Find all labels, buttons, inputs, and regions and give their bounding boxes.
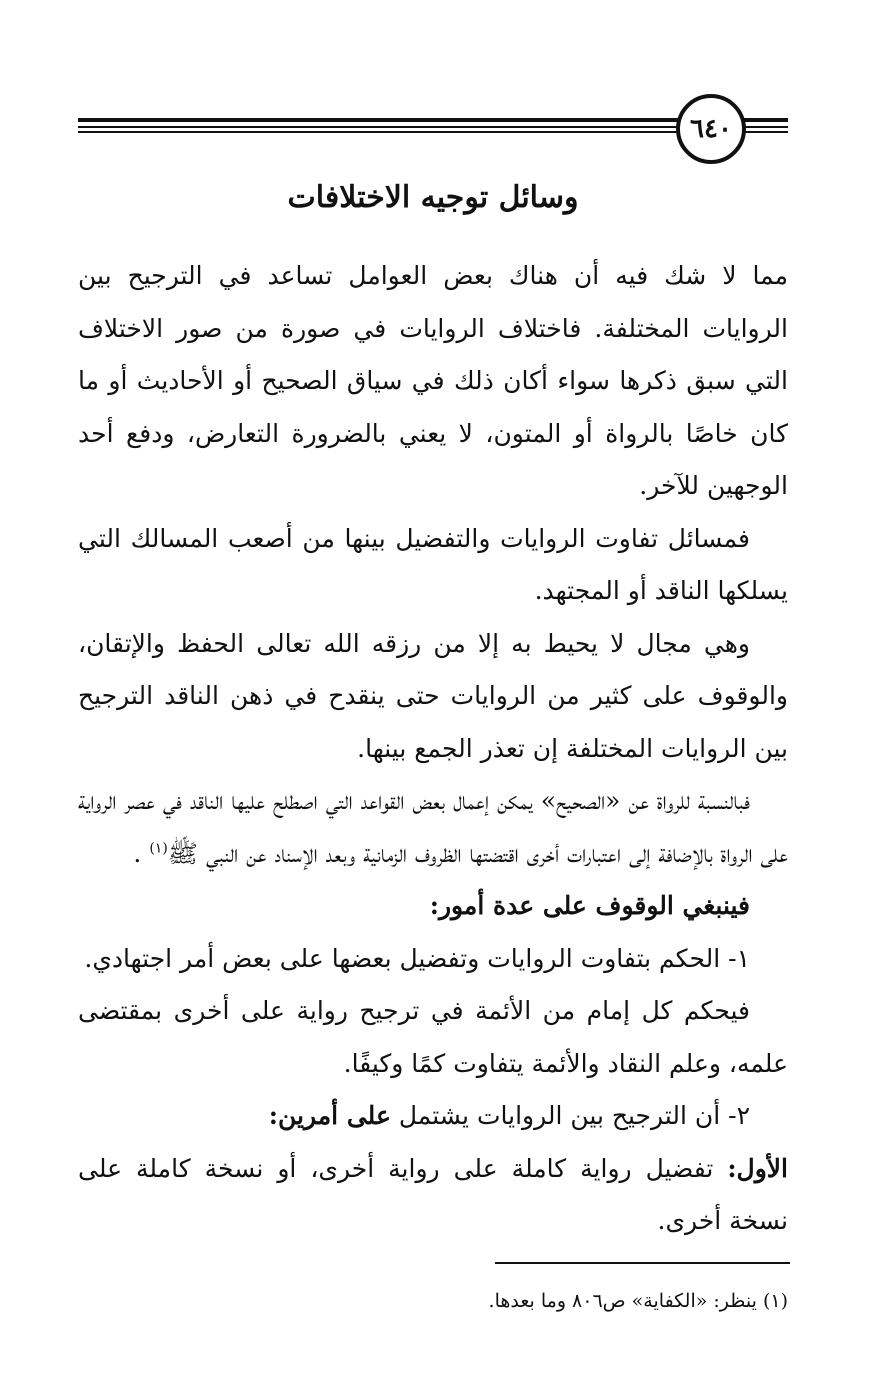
list-item-bold: على أمرين: <box>268 1101 391 1130</box>
footnote-ref: (١) <box>149 840 168 857</box>
paragraph-text: تفضيل رواية كاملة على رواية أخرى، أو نسخة كاملة على نسخة أخرى. <box>78 1153 788 1235</box>
page-number: ٦٤٠ <box>676 94 746 164</box>
body-text <box>78 250 788 1248</box>
paragraph: وهي مجال لا يحيط به إلا من رزقه الله تعالى الحفظ والإتقان، والوقوف على كثير من الروايات حتى ينقدح في ذهن الناقد الترجيح بين الروايات المختلفة إن تعذر الجمع بينها. <box>78 628 788 763</box>
page-header <box>78 88 788 168</box>
footnote: (١) ينظر: «الكفاية» ص٨٠٦ وما بعدها. <box>488 1290 788 1312</box>
paragraph <box>78 775 788 880</box>
header-rule <box>78 131 680 133</box>
paragraph: مما لا شك فيه أن هناك بعض العوامل تساعد في الترجيح بين الروايات المختلفة. فاختلاف الروايات في صورة من صور الاختلاف التي سبق ذكرها سواء أكان ذلك في سياق الصحيح أو الأحاديث أو ما كان خاصًا بالرواة أو المتون، لا يعني بالضرورة التعارض، ودفع أحد الوجهين للآخر. <box>78 261 788 500</box>
list-item-text: ٢- أن الترجيح بين الروايات يشتمل <box>390 1101 750 1130</box>
header-rule <box>744 131 788 133</box>
paragraph-text: فبالنسبة للرواة عن «الصحيح» يمكن إعمال بعض القواعد التي اصطلح عليها الناقد في عصر الرواية على الرواة بالإضافة إلى اعتبارات أخرى اقتضتها الظروف الزمانية وبعد الإسناد عن النبي ﷺ <box>78 786 788 868</box>
header-rule <box>78 126 680 128</box>
paragraph: فينبغي الوقوف على عدة أمور: <box>429 891 750 920</box>
paragraph <box>78 1143 788 1248</box>
header-rule <box>78 118 680 122</box>
paragraph: فيحكم كل إمام من الأئمة في ترجيح رواية على أخرى بمقتضى علمه، وعلم النقاد والأئمة يتفاوت كمًا وكيفًا. <box>78 996 788 1078</box>
header-rule <box>744 118 788 122</box>
paragraph: فمسائل تفاوت الروايات والتفضيل بينها من أصعب المسالك التي يسلكها الناقد أو المجتهد. <box>78 523 788 605</box>
footnote-divider <box>495 1262 790 1264</box>
header-rule <box>744 126 788 128</box>
list-item <box>78 1090 788 1143</box>
list-item: ١- الحكم بتفاوت الروايات وتفضيل بعضها على بعض أمر اجتهادي. <box>84 943 750 973</box>
paragraph-lead: الأول: <box>727 1153 788 1183</box>
paragraph-end: . <box>133 838 150 868</box>
section-title: وسائل توجيه الاختلافات <box>287 180 579 215</box>
